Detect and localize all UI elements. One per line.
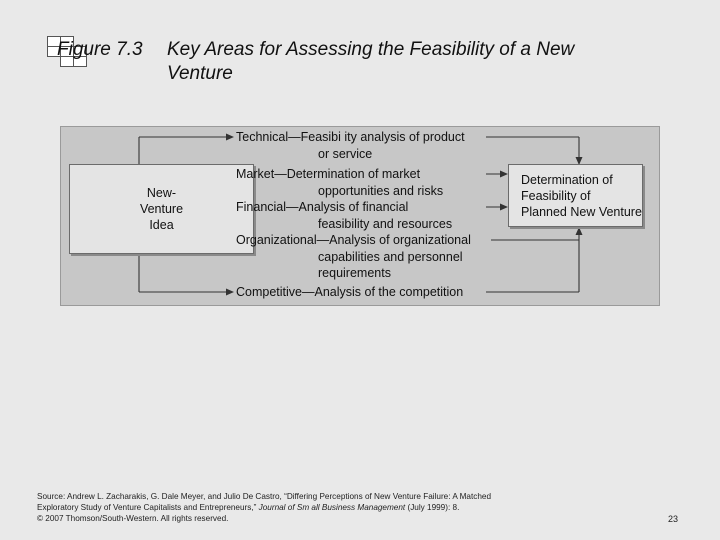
title-line-1: Key Areas for Assessing the Feasibility of a New: [167, 39, 575, 60]
source-line-1: Source: Andrew L. Zacharakis, G. Dale Meyer, and Julio De Castro, “Differing Perceptions of New Venture Failure: A Matched: [37, 492, 492, 501]
area-competitive-line-1: Competitive—Analysis of the competition: [236, 285, 464, 299]
area-competitive: [236, 284, 463, 301]
figure-number: Figure 7.3: [57, 39, 143, 60]
area-organizational-line-3: requirements: [318, 266, 391, 280]
source-line-2-pre: Exploratory Study of Venture Capitalists and Entrepreneurs,”: [37, 503, 259, 512]
feasibility-determination-box: Determination of Feasibility of Planned New Venture: [508, 164, 643, 227]
feasibility-diagram: [60, 126, 660, 306]
area-market: [236, 166, 443, 199]
area-technical: [236, 129, 465, 162]
copyright: © 2007 Thomson/South-Western. All rights reserved.: [37, 514, 229, 523]
area-technical-line-2: or service: [318, 146, 373, 161]
source-footer: [37, 491, 597, 524]
page-number: 23: [668, 514, 679, 524]
source-line-2-post: (July 1999): 8.: [405, 503, 460, 512]
area-organizational: [236, 232, 471, 282]
new-venture-idea-box: New- Venture Idea: [69, 164, 254, 254]
area-organizational-line-1: Organizational—Analysis of organizational: [236, 233, 471, 247]
area-financial-line-1: Financial—Analysis of financial: [236, 200, 409, 214]
source-journal: Journal of Sm all Business Management: [258, 503, 406, 512]
slide-title: [57, 38, 657, 86]
area-market-line-1: Market—Determination of market: [236, 167, 421, 181]
area-organizational-line-2: capabilities and personnel: [318, 249, 463, 264]
area-market-line-2: opportunities and risks: [318, 183, 444, 198]
area-financial: [236, 199, 452, 232]
source-line-2: [37, 502, 597, 513]
area-technical-line-1: Technical—Feasibi ity analysis of product: [236, 130, 465, 144]
area-financial-line-2: feasibility and resources: [318, 216, 453, 231]
title-line-2: Venture: [167, 63, 233, 84]
